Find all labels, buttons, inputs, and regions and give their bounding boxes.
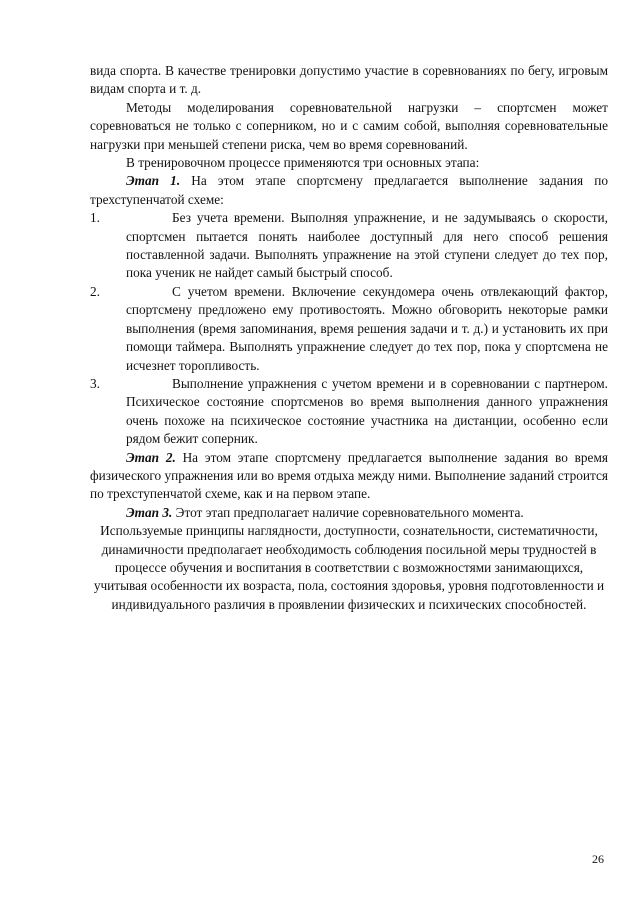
list-item-2: [90, 283, 608, 375]
paragraph-stage-1: [90, 172, 608, 209]
list-item-1: [90, 209, 608, 283]
paragraph-stage-3: [90, 504, 608, 522]
stage-3-text: Этот этап предполагает наличие соревновательного момента.: [172, 504, 524, 520]
list-item-text: С учетом времени. Включение секундомера очень отвлекающий фактор, спортсмену предложено ему противостоять. Можно обговорить некоторые рамки выполнения (время запоминания, время решения задачи и т. д.) и установить их при помощи таймера. Выполнять упражнение следует до тех пор, пока у спортсмена не исчезнет торопливость.: [126, 283, 608, 373]
paragraph-intro: вида спорта. В качестве тренировки допустимо участие в соревнованиях по бегу, игровым видам спорта и т. д.: [90, 63, 608, 97]
list-item-text: Без учета времени. Выполняя упражнение, и не задумываясь о скорости, спортсмен пытается понять наиболее доступный для него способ решения поставленной задачи. Выполнять упражнение на этой ступени следует до тех пор, пока ученик не найдет самый быстрый способ.: [126, 210, 608, 281]
list-item-number: 3.: [90, 375, 100, 391]
list-item-number: 1.: [90, 210, 100, 226]
list-item-text: Выполнение упражнения с учетом времени и в соревновании с партнером. Психическое состояние спортсменов во время выполнения данного упражнения очень похоже на психическое состояние участника на дистанции, особенно если рядом бежит соперник.: [126, 375, 608, 447]
stage-3-label: Этап 3.: [126, 504, 173, 520]
stage-2-text: На этом этапе спортсмену предлагается выполнение задания во время физического упражнения или во время отдыха между ними. Выполнение заданий строится по трехступенчатой схеме, как и на первом этапе.: [90, 449, 608, 502]
page-content: [90, 62, 608, 614]
paragraph-modeling-methods: Методы моделирования соревновательной нагрузки – спортсмен может соревноваться не только с соперником, но и с самим собой, выполняя соревновательные нагрузки при меньшей степени риска, чем во время соревнований.: [90, 99, 608, 152]
paragraph-three-stages: В тренировочном процессе применяются три основных этапа:: [126, 155, 480, 171]
list-item-number: 2.: [90, 283, 100, 299]
stage-2-label: Этап 2.: [126, 449, 176, 465]
paragraph-stage-2: [90, 449, 608, 504]
list-item-3: [90, 375, 608, 449]
paragraph-principles: Используемые принципы наглядности, доступности, сознательности, систематичности, динамичности предполагает необходимость соблюдения посильной меры трудностей в процессе обучения и воспитания в соответствии с возможностями занимающихся, учитывая особенности их возраста, пола, состояния здоровья, уровня подготовленности и индивидуального различия в проявлении физических и психических способностей.: [93, 523, 605, 612]
stage-1-text: На этом этапе спортсмену предлагается выполнение задания по трехступенчатой схеме:: [90, 173, 608, 207]
page-number: 26: [592, 852, 604, 866]
stage-1-label: Этап 1.: [126, 173, 181, 189]
